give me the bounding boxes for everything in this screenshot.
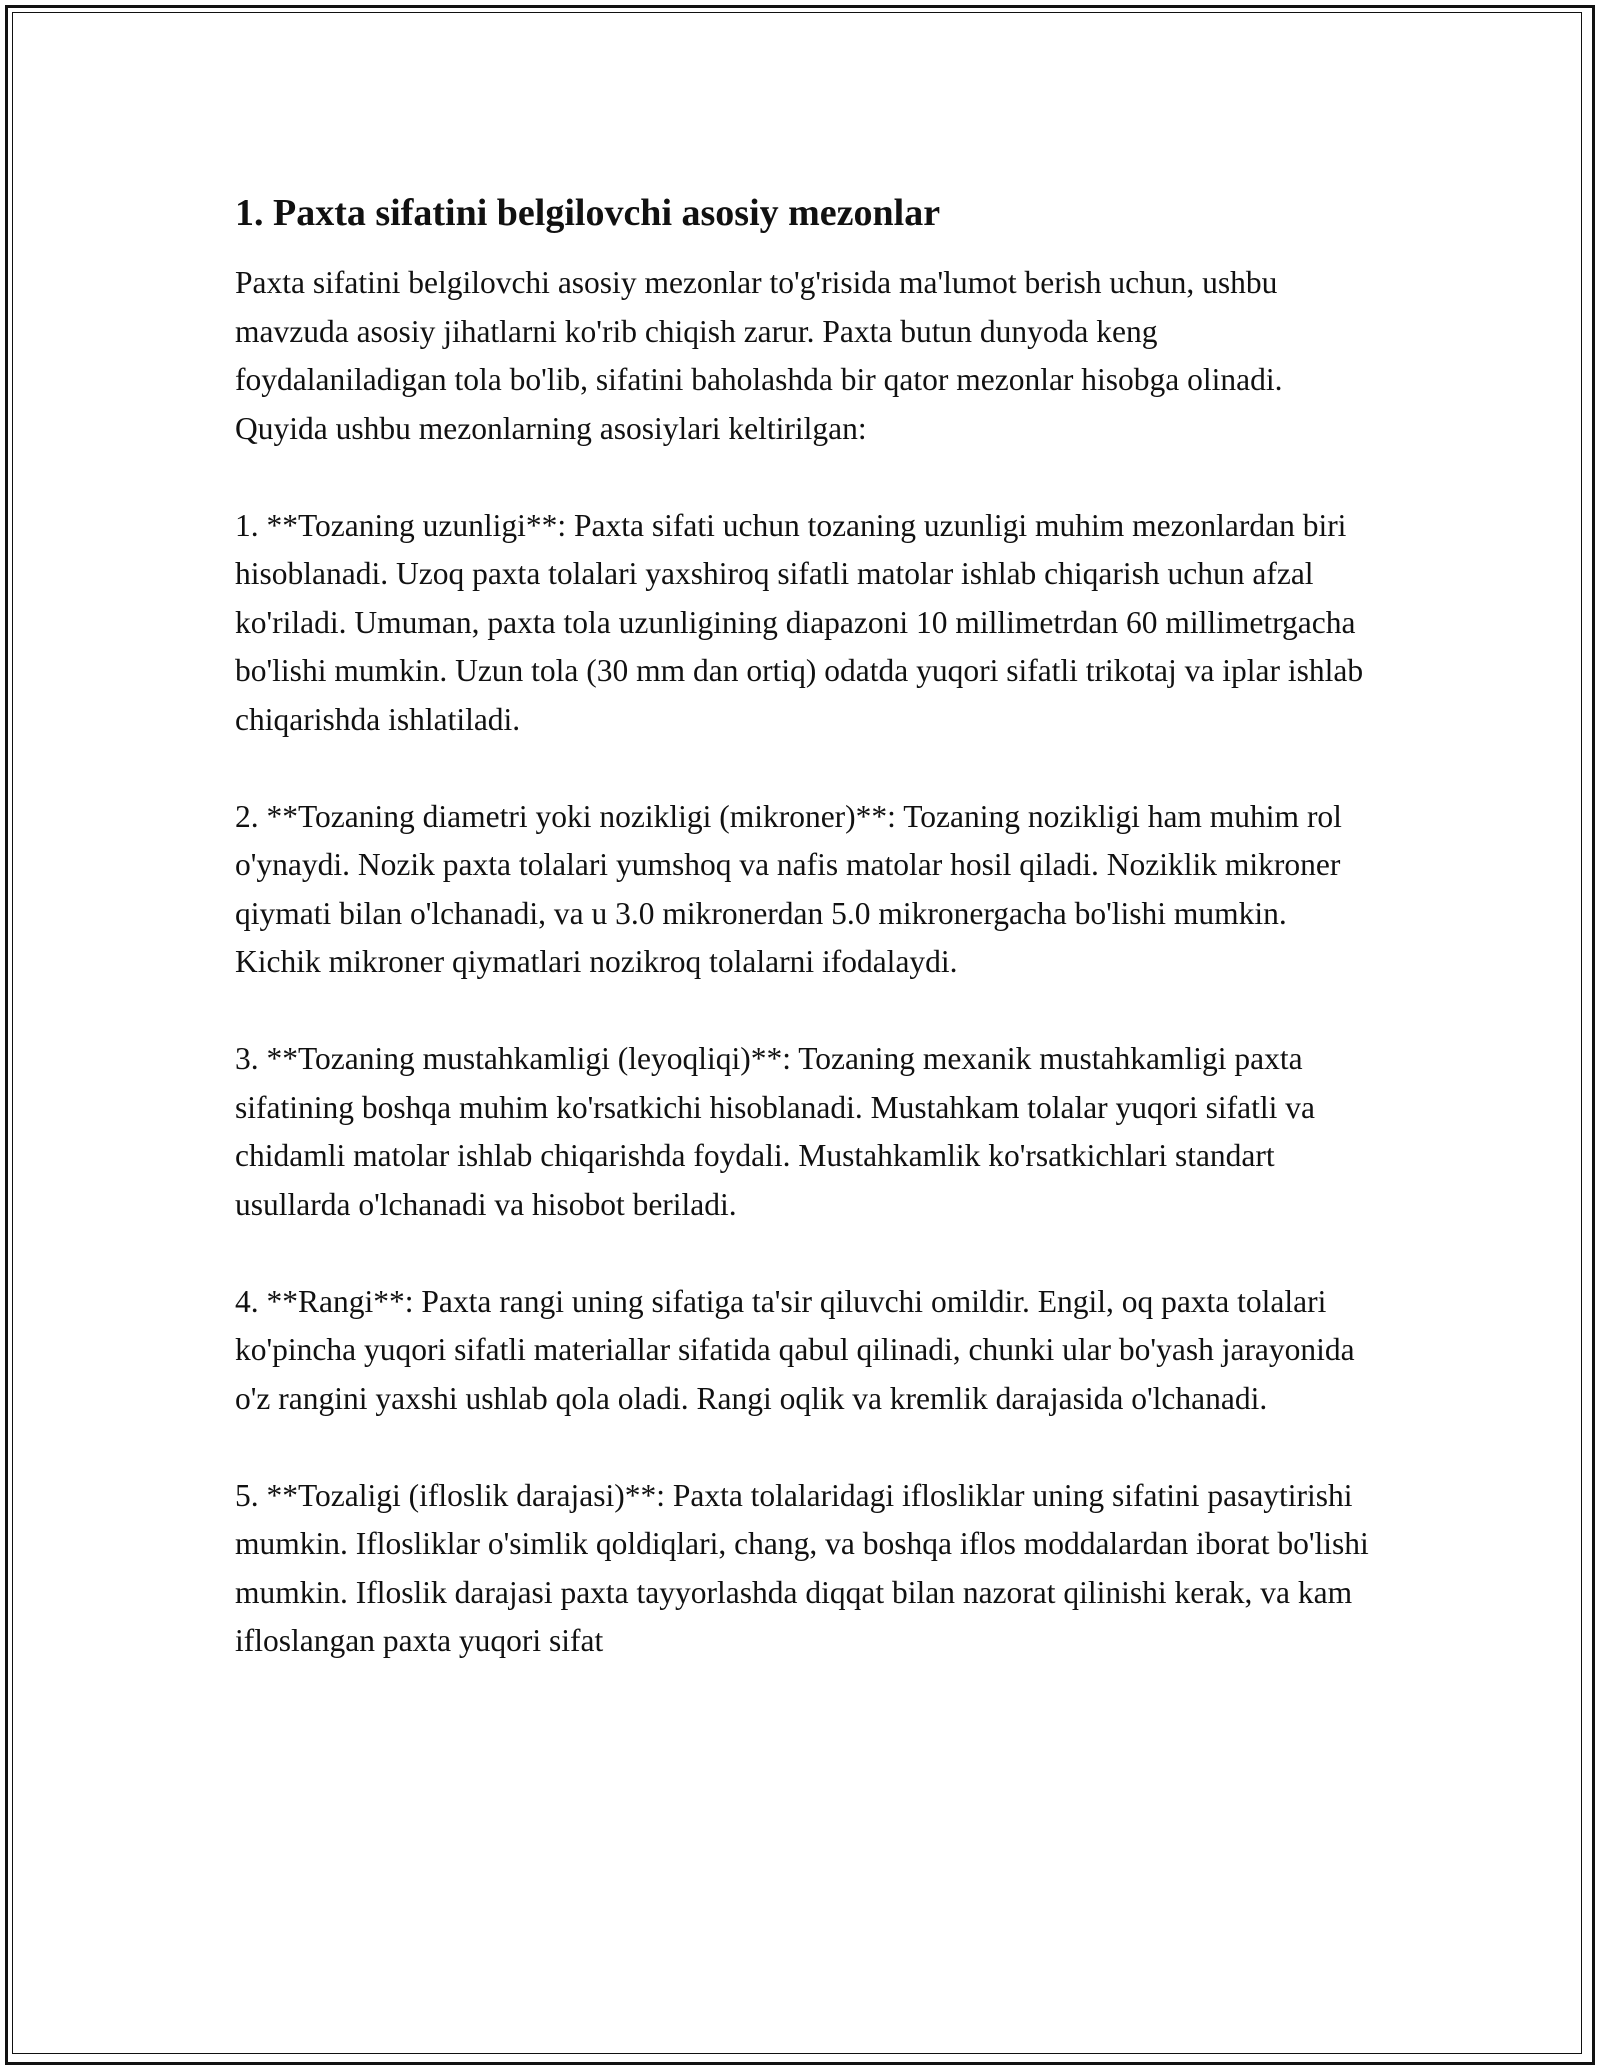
criterion-cleanliness: 5. **Tozaligi (ifloslik darajasi)**: Paxta tolalaridagi iflosliklar uning sifatini pasaytirishi mumkin. Iflosliklar o'simlik qoldiqlari, chang, va boshqa iflos moddalardan iborat bo'lishi mumkin. Ifloslik darajasi paxta tayyorlashda diqqat bilan nazorat qilinishi kerak, va kam ifloslangan paxta yuqori sifat bbox=[235, 1477, 1369, 1658]
criterion-fiber-strength: 3. **Tozaning mustahkamligi (leyoqliqi)**: Tozaning mexanik mustahkamligi paxta sifatining boshqa muhim ko'rsatkichi hisoblanadi. Mustahkam tolalar yuqori sifatli va chidamli matolar ishlab chiqarishda foydali. Mustahkamlik ko'rsatkichlari standart usullarda o'lchanadi va hisobot beriladi. bbox=[235, 1041, 1315, 1222]
criterion-fiber-length: 1. **Tozaning uzunligi**: Paxta sifati uchun tozaning uzunligi muhim mezonlardan biri hisoblanadi. Uzoq paxta tolalari yaxshiroq sifatli matolar ishlab chiqarish uchun afzal ko'riladi. Umuman, paxta tola uzunligining diapazoni 10 millimetrdan 60 millimetrgacha bo'lishi mumkin. Uzun tola (30 mm dan ortiq) odatda yuqori sifatli trikotaj va iplar ishlab chiqarishda ishlatiladi. bbox=[235, 507, 1364, 737]
section-heading: 1. Paxta sifatini belgilovchi asosiy mezonlar bbox=[235, 192, 941, 234]
document-body bbox=[235, 185, 1370, 1714]
criterion-color: 4. **Rangi**: Paxta rangi uning sifatiga ta'sir qiluvchi omildir. Engil, oq paxta tolalari ko'pincha yuqori sifatli materiallar sifatida qabul qilinadi, chunki ular bo'yash jarayonida o'z rangini yaxshi ushlab qola oladi. Rangi oqlik va kremlik darajasida o'lchanadi. bbox=[235, 1283, 1355, 1416]
intro-paragraph: Paxta sifatini belgilovchi asosiy mezonlar to'g'risida ma'lumot berish uchun, ushbu mavzuda asosiy jihatlarni ko'rib chiqish zarur. Paxta butun dunyoda keng foydalaniladigan tola bo'lib, sifatini baholashda bir qator mezonlar hisobga olinadi. Quyida ushbu mezonlarning asosiylari keltirilgan: bbox=[235, 265, 1283, 446]
criterion-fiber-fineness: 2. **Tozaning diametri yoki nozikligi (mikroner)**: Tozaning nozikligi ham muhim rol o'ynaydi. Nozik paxta tolalari yumshoq va nafis matolar hosil qiladi. Noziklik mikroner qiymati bilan o'lchanadi, va u 3.0 mikronerdan 5.0 mikronergacha bo'lishi mumkin. Kichik mikroner qiymatlari nozikroq tolalarni ifodalaydi. bbox=[235, 798, 1342, 979]
